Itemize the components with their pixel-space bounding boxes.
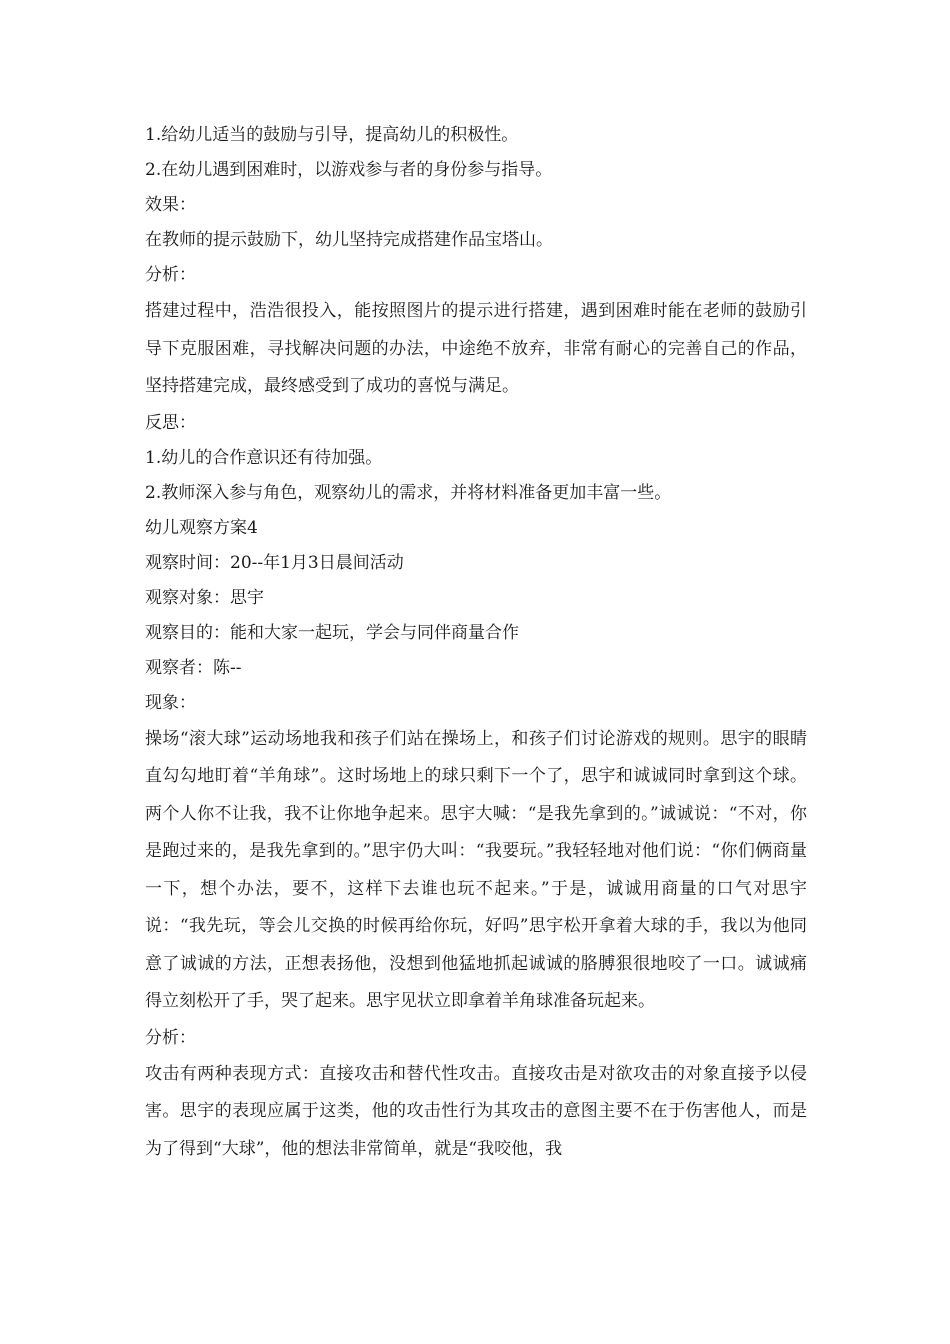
section-label-reflection: 反思：: [145, 412, 196, 433]
text-line: 1.幼儿的合作意识还有待加强。: [145, 447, 383, 468]
observation-time: 观察时间：20--年1月3日晨间活动: [145, 552, 404, 573]
section-label-effect: 效果：: [145, 195, 196, 215]
plan-title: 幼儿观察方案4: [145, 517, 258, 538]
phenomenon-paragraph: 操场“滚大球”运动场地我和孩子们站在操场上，和孩子们讨论游戏的规则。思宇的眼睛直勾勾地盯着“羊角球”。这时场地上的球只剩下一个了，思宇和诚诚同时拿到这个球。两个人你不让我，我不让你地争起来。思宇大喊：“是我先拿到的。”诚诚说：“不对，你是跑过来的，是我先拿到的。”思宇仍大叫：“我要玩。”我轻轻地对他们说：“你们俩商量一下，想个办法，要不，这样下去谁也玩不起来。”于是，诚诚用商量的口气对思宇说：“我先玩，等会儿交换的时候再给你玩，好吗”思宇松开拿着大球的手，我以为他同意了诚诚的方法，正想表扬他，没想到他猛地抓起诚诚的胳膊狠很地咬了一口。诚诚痛得立刻松开了手，哭了起来。思宇见状立即拿着羊角球准备玩起来。: [145, 728, 807, 1011]
document-page: [145, 118, 807, 1168]
analysis-paragraph: 搭建过程中，浩浩很投入，能按照图片的提示进行搭建，遇到困难时能在老师的鼓励引导下克服困难，寻找解决问题的办法，中途绝不放弃，非常有耐心的完善自己的作品，坚持搭建完成，最终感受到了成功的喜悦与满足。: [145, 301, 807, 396]
text-line: 2.在幼儿遇到困难时，以游戏参与者的身份参与指导。: [145, 160, 553, 180]
text-line: 1.给幼儿适当的鼓励与引导，提高幼儿的积极性。: [145, 125, 519, 145]
section-label-phenomenon: 现象：: [145, 692, 196, 713]
observation-subject: 观察对象：思宇: [145, 587, 264, 608]
section-label-analysis: 分析：: [145, 265, 196, 285]
section-label-analysis: 分析：: [145, 1027, 196, 1048]
observer: 观察者：陈--: [145, 657, 242, 678]
text-line: 在教师的提示鼓励下，幼儿坚持完成搭建作品宝塔山。: [145, 230, 553, 250]
observation-purpose: 观察目的：能和大家一起玩，学会与同伴商量合作: [145, 622, 519, 643]
analysis-paragraph: 攻击有两种表现方式：直接攻击和替代性攻击。直接攻击是对欲攻击的对象直接予以侵害。思宇的表现应属于这类，他的攻击性行为其攻击的意图主要不在于伤害他人，而是为了得到“大球”，他的想法非常简单，就是“我咬他，我: [145, 1063, 807, 1159]
text-line: 2.教师深入参与角色，观察幼儿的需求，并将材料准备更加丰富一些。: [145, 482, 672, 503]
